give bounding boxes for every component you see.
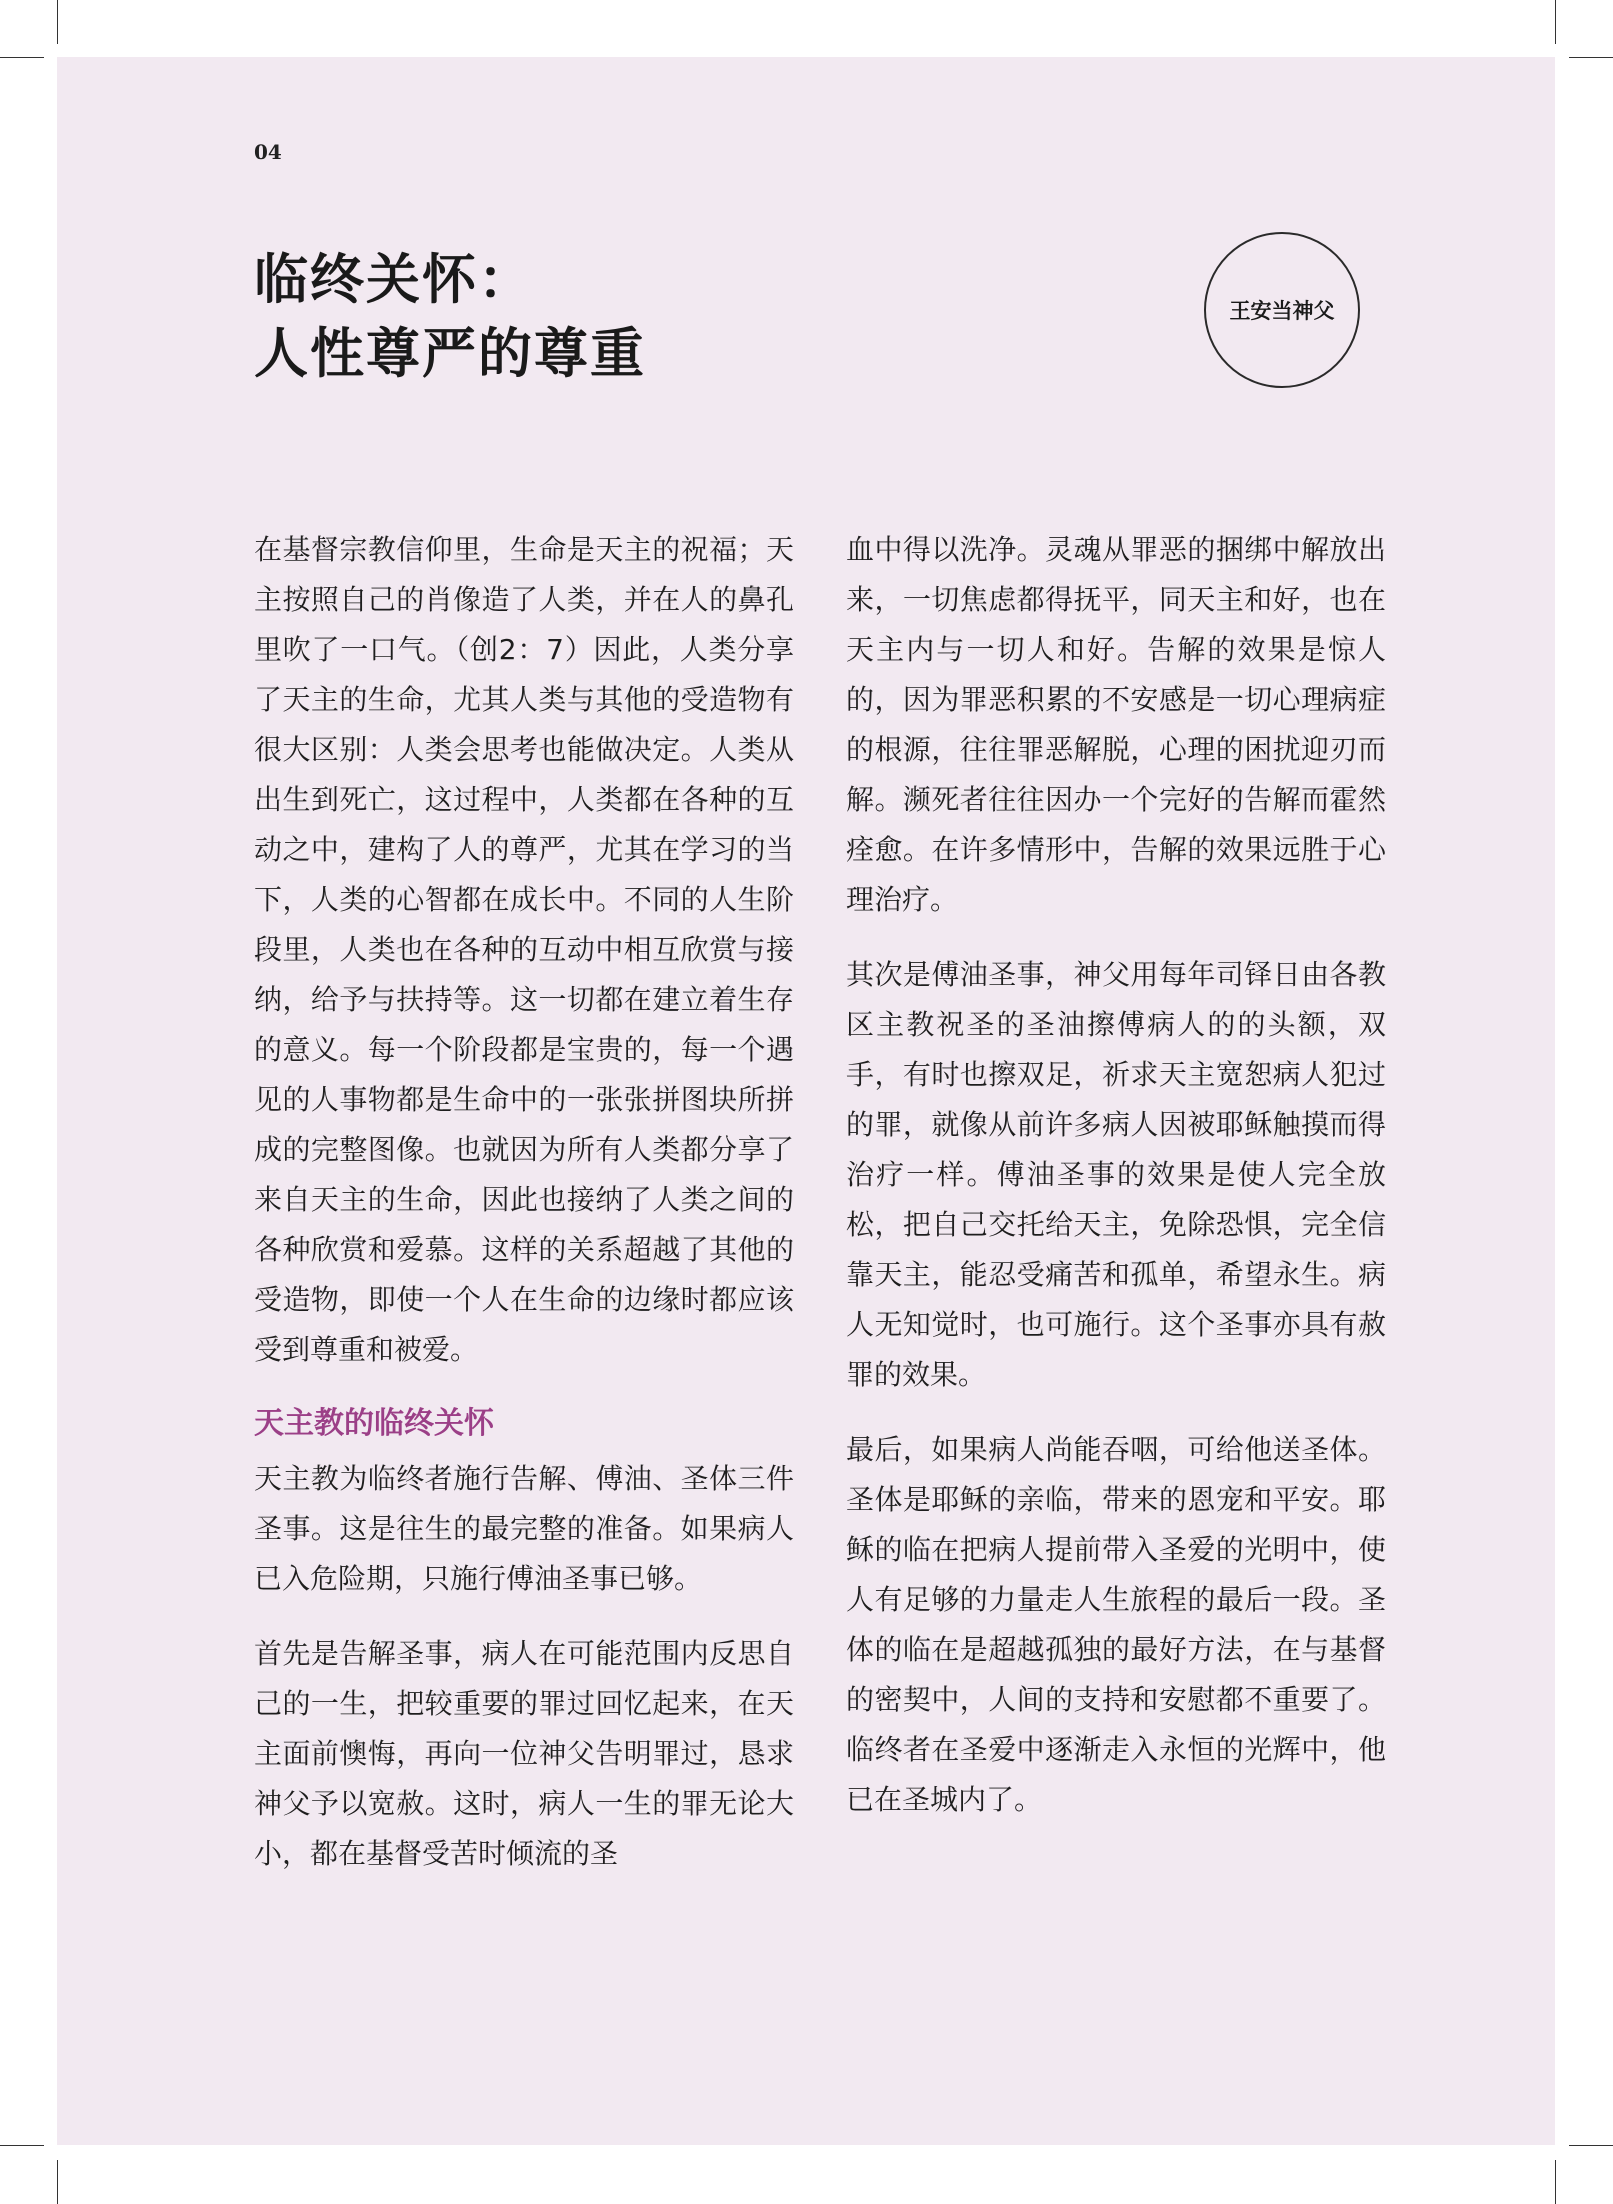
crop-mark [1569,57,1613,58]
page [57,57,1555,2145]
body-paragraph: 天主教为临终者施行告解、傅油、圣体三件圣事。这是往生的最完整的准备。如果病人已入危险期，只施行傅油圣事已够。 [254,1462,794,1595]
title-line-2: 人性尊严的尊重 [254,321,646,385]
author-name: 王安当神父 [1229,299,1335,323]
crop-mark [57,2160,58,2204]
crop-mark [57,0,58,44]
author-badge [1204,232,1360,388]
right-column [846,525,1386,1850]
page-number: 04 [254,140,282,164]
body-paragraph: 血中得以洗净。灵魂从罪恶的捆绑中解放出来，一切焦虑都得抚平，同天主和好，也在天主内与一切人和好。告解的效果是惊人的，因为罪恶积累的不安感是一切心理病症的根源，往往罪恶解脱，心理的困扰迎刃而解。濒死者往往因办一个完好的告解而霍然痊愈。在许多情形中，告解的效果远胜于心理治疗。 [846,533,1386,916]
crop-mark [1555,0,1556,44]
crop-mark [0,57,44,58]
title-line-1: 临终关怀： [254,247,534,311]
crop-mark [0,2145,44,2146]
body-paragraph: 最后，如果病人尚能吞咽，可给他送圣体。圣体是耶稣的亲临，带来的恩宠和平安。耶稣的临在把病人提前带入圣爱的光明中，使人有足够的力量走人生旅程的最后一段。圣体的临在是超越孤独的最好方法，在与基督的密契中，人间的支持和安慰都不重要了。临终者在圣爱中逐渐走入永恒的光辉中，他已在圣城内了。 [846,1433,1386,1816]
body-paragraph: 首先是告解圣事，病人在可能范围内反思自己的一生，把较重要的罪过回忆起来，在天主面前懊悔，再向一位神父告明罪过，恳求神父予以宽赦。这时，病人一生的罪无论大小，都在基督受苦时倾流的圣 [254,1637,794,1870]
section-heading: 天主教的临终关怀 [254,1406,494,1441]
crop-mark [1569,2145,1613,2146]
crop-mark [1555,2160,1556,2204]
body-paragraph: 其次是傅油圣事，神父用每年司铎日由各教区主教祝圣的圣油擦傅病人的的头额，双手，有时也擦双足，祈求天主宽恕病人犯过的罪，就像从前许多病人因被耶稣触摸而得治疗一样。傅油圣事的效果是使人完全放松，把自己交托给天主，免除恐惧，完全信靠天主，能忍受痛苦和孤单，希望永生。病人无知觉时，也可施行。这个圣事亦具有赦罪的效果。 [846,958,1386,1391]
article-title [254,242,646,390]
intro-paragraph: 在基督宗教信仰里，生命是天主的祝福；天主按照自己的肖像造了人类，并在人的鼻孔里吹了一口气。（创2：7）因此，人类分享了天主的生命，尤其人类与其他的受造物有很大区别：人类会思考也能做决定。人类从出生到死亡，这过程中，人类都在各种的互动之中，建构了人的尊严，尤其在学习的当下，人类的心智都在成长中。不同的人生阶段里，人类也在各种的互动中相互欣赏与接纳，给予与扶持等。这一切都在建立着生存的意义。每一个阶段都是宝贵的，每一个遇见的人事物都是生命中的一张张拼图块所拼成的完整图像。也就因为所有人类都分享了来自天主的生命，因此也接纳了人类之间的各种欣赏和爱慕。这样的关系超越了其他的受造物，即使一个人在生命的边缘时都应该受到尊重和被爱。 [254,533,794,1366]
left-column [254,525,794,1904]
